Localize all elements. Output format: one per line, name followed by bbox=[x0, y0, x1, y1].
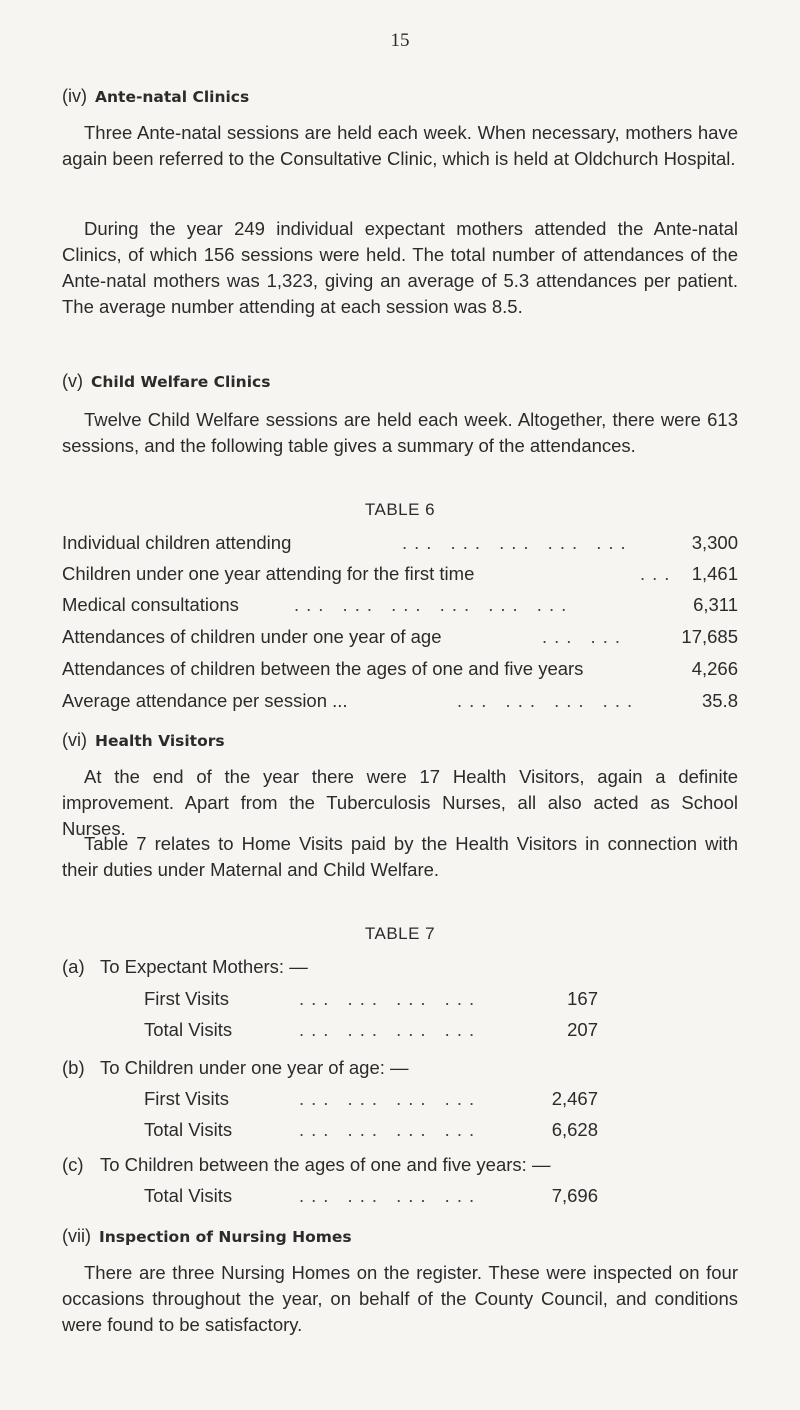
section-title: Child Welfare Clinics bbox=[91, 373, 271, 391]
row-value: 6,628 bbox=[551, 1119, 598, 1140]
group-heading bbox=[62, 1154, 550, 1176]
group-heading bbox=[62, 1057, 409, 1079]
section-number: (iv) bbox=[62, 86, 87, 106]
table-row bbox=[62, 626, 738, 652]
group-heading bbox=[62, 956, 308, 978]
table-row bbox=[62, 594, 738, 620]
row-value: 167 bbox=[567, 988, 598, 1009]
row-label: Total Visits bbox=[144, 1185, 233, 1206]
paragraph: Three Ante-natal sessions are held each week. When necessary, mothers have again been referred to the Consultative Clinic, which is held at Oldchurch Hospital. bbox=[62, 122, 738, 169]
leader-dots: ... ... ... ... bbox=[299, 1185, 482, 1206]
section-heading-antenatal bbox=[62, 86, 249, 107]
section-title: Ante-natal Clinics bbox=[95, 88, 250, 106]
row-value: 207 bbox=[567, 1019, 598, 1040]
group-mark: (a) bbox=[62, 956, 85, 977]
row-value: 17,685 bbox=[681, 626, 738, 647]
section-title: Inspection of Nursing Homes bbox=[99, 1228, 352, 1246]
section-heading-nursing-homes bbox=[62, 1226, 352, 1247]
section-heading-health-visitors bbox=[62, 730, 225, 751]
row-value: 1,461 bbox=[691, 563, 738, 584]
table-row bbox=[144, 1019, 598, 1045]
group-mark: (b) bbox=[62, 1057, 85, 1078]
section-number: (vi) bbox=[62, 730, 87, 750]
table-row bbox=[62, 563, 738, 589]
leader-dots: ... ... ... ... ... ... bbox=[294, 594, 574, 615]
group-title: To Expectant Mothers: — bbox=[100, 956, 308, 977]
leader-dots: ... bbox=[640, 563, 677, 584]
table-row bbox=[144, 988, 598, 1014]
table-row bbox=[62, 532, 738, 558]
row-label: Medical consultations bbox=[62, 594, 239, 615]
row-label: First Visits bbox=[144, 1088, 229, 1109]
row-value: 6,311 bbox=[693, 594, 738, 615]
table-row bbox=[144, 1088, 598, 1114]
leader-dots: ... ... ... ... ... bbox=[402, 532, 633, 553]
section-title: Health Visitors bbox=[95, 732, 225, 750]
leader-dots: ... ... bbox=[542, 626, 627, 647]
row-value: 35.8 bbox=[701, 690, 738, 711]
section-number: (v) bbox=[62, 371, 83, 391]
row-value: 2,467 bbox=[551, 1088, 598, 1109]
page-number: 15 bbox=[390, 30, 410, 51]
leader-dots: ... ... ... ... bbox=[299, 1088, 482, 1109]
section-heading-child-welfare bbox=[62, 371, 270, 392]
row-label: Children under one year attending for the first time bbox=[62, 563, 475, 584]
section-number: (vii) bbox=[62, 1226, 91, 1246]
row-label: Individual children attending bbox=[62, 532, 292, 553]
leader-dots: ... ... ... ... bbox=[299, 1019, 482, 1040]
leader-dots: ... ... ... ... bbox=[299, 1119, 482, 1140]
row-label: Total Visits bbox=[144, 1119, 233, 1140]
table-row bbox=[144, 1185, 598, 1211]
paragraph: During the year 249 individual expectant mothers attended the Ante-natal Clinics, of which 156 sessions were held. The total number of attendances of the Ante-natal mothers was 1,323, giving an average of 5.3 attendances per patient. The average number attending at each session was 8.5. bbox=[62, 218, 738, 317]
row-value: 7,696 bbox=[551, 1185, 598, 1206]
paragraph: Table 7 relates to Home Visits paid by the Health Visitors in connection with their duties under Maternal and Child Welfare. bbox=[62, 833, 738, 880]
table-row bbox=[62, 658, 738, 684]
group-mark: (c) bbox=[62, 1154, 84, 1175]
row-label: Total Visits bbox=[144, 1019, 233, 1040]
leader-dots: ... ... ... ... bbox=[457, 690, 640, 711]
row-label: Attendances of children between the ages of one and five years bbox=[62, 658, 584, 679]
row-label: Attendances of children under one year of age bbox=[62, 626, 442, 647]
table-row bbox=[144, 1119, 598, 1145]
group-title: To Children between the ages of one and five years: — bbox=[100, 1154, 551, 1175]
group-title: To Children under one year of age: — bbox=[100, 1057, 409, 1078]
row-value: 4,266 bbox=[691, 658, 738, 679]
table-7-title: TABLE 7 bbox=[364, 924, 436, 943]
row-label: Average attendance per session ... bbox=[62, 690, 348, 711]
row-label: First Visits bbox=[144, 988, 229, 1009]
row-value: 3,300 bbox=[691, 532, 738, 553]
paragraph: At the end of the year there were 17 Health Visitors, again a definite improvement. Apart from the Tuberculosis Nurses, all also acted as School Nurses. bbox=[62, 766, 738, 839]
leader-dots: ... ... ... ... bbox=[299, 988, 482, 1009]
table-6-title: TABLE 6 bbox=[364, 500, 436, 519]
table-row bbox=[62, 690, 738, 716]
paragraph: Twelve Child Welfare sessions are held each week. Altogether, there were 613 sessions, and the following table gives a summary of the attendances. bbox=[62, 409, 738, 456]
paragraph: There are three Nursing Homes on the register. These were inspected on four occasions throughout the year, on behalf of the County Council, and conditions were found to be satisfactory. bbox=[62, 1262, 738, 1335]
